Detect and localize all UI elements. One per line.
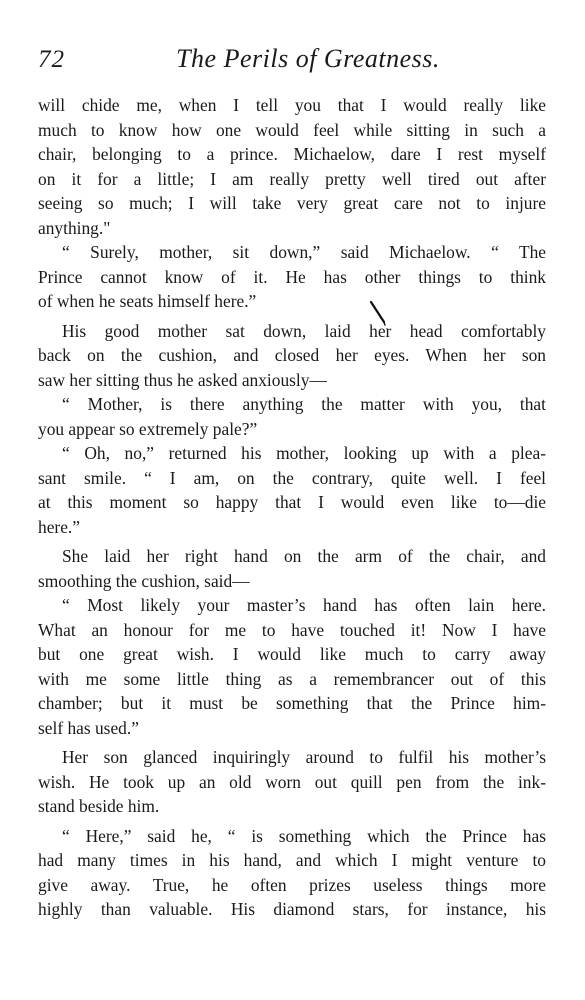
- text-line: back on the cushion, and closed her eyes. When her son: [38, 345, 546, 365]
- text-line: on it for a little; I am really pretty well tired out after: [38, 168, 546, 189]
- text-line: saw her sitting thus he asked anxiously—: [38, 369, 327, 390]
- text-line: seeing so much; I will take very great care not to injure: [38, 193, 546, 213]
- text-line: smoothing the cushion, said—: [38, 570, 250, 591]
- pen-mark-icon: [369, 300, 387, 326]
- text-line: you appear so extremely pale?”: [38, 418, 258, 439]
- text-line: wish. He took up an old worn out quill pen from the ink-: [38, 771, 546, 792]
- text-line: sant smile. “ I am, on the contrary, quite well. I feel: [38, 467, 546, 488]
- text-line: “ Here,” said he, “ is something which the Prince has: [62, 825, 546, 846]
- page-number: 72: [38, 46, 65, 73]
- text-line: “ Most likely your master’s hand has often lain here.: [62, 595, 546, 615]
- text-line: “ Surely, mother, sit down,” said Michaelow. “ The: [62, 242, 546, 262]
- text-line: of when he seats himself here.”: [38, 291, 257, 311]
- text-line: at this moment so happy that I would even like to—die: [38, 492, 546, 512]
- text-line: Prince cannot know of it. He has other things to think: [38, 266, 546, 287]
- text-line: will chide me, when I tell you that I would really like: [38, 95, 546, 115]
- text-line: but one great wish. I would like much to carry away: [38, 644, 546, 664]
- text-line: highly than valuable. His diamond stars, for instance, his: [38, 899, 546, 919]
- text-line: had many times in his hand, and which I might venture to: [38, 850, 546, 870]
- text-line: much to know how one would feel while sitting in such a: [38, 119, 546, 140]
- text-line: anything.": [38, 217, 111, 238]
- text-line: chamber; but it must be something that the Prince him-: [38, 693, 546, 713]
- text-line: give away. True, he often prizes useless things more: [38, 874, 546, 895]
- text-line: His good mother sat down, laid her head comfortably: [62, 320, 546, 341]
- text-line: What an honour for me to have touched it! Now I have: [38, 619, 546, 640]
- body-text: [38, 93, 546, 922]
- text-line: “ Mother, is there anything the matter with you, that: [62, 394, 546, 414]
- running-title: The Perils of Greatness.: [176, 44, 440, 73]
- text-line: stand beside him.: [38, 796, 160, 816]
- text-line: self has used.”: [38, 717, 139, 738]
- text-line: here.”: [38, 516, 80, 537]
- text-line: “ Oh, no,” returned his mother, looking up with a plea-: [62, 443, 546, 463]
- text-line: chair, belonging to a prince. Michaelow, dare I rest myself: [38, 144, 546, 164]
- text-line: with me some little thing as a remembrancer out of this: [38, 668, 546, 689]
- page-header: [38, 42, 546, 78]
- text-line: She laid her right hand on the arm of the chair, and: [62, 546, 546, 566]
- text-line: Her son glanced inquiringly around to fulfil his mother’s: [62, 747, 546, 767]
